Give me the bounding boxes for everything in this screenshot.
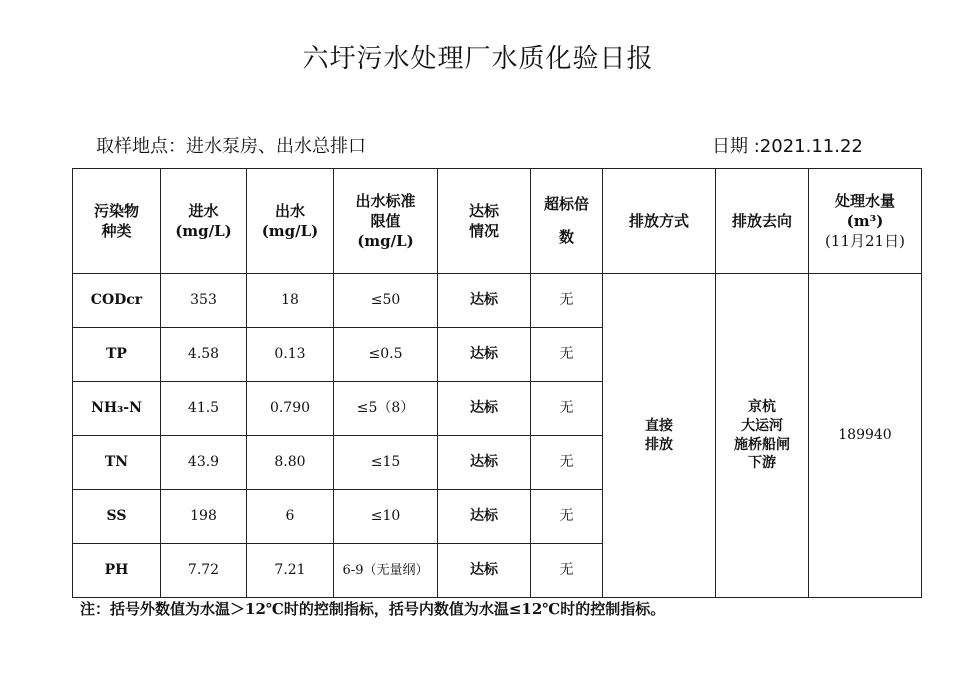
header-status: 达标 情况 [438,169,531,274]
status-cell: 达标 [438,328,531,382]
header-volume: 处理水量 (m³) (11月21日) [809,169,922,274]
discharge-direction-cell: 京杭 大运河 施桥船闸 下游 [716,274,809,598]
volume-value-cell: 189940 [809,274,922,598]
water-quality-table [72,168,922,598]
footnote: 注：括号外数值为水温＞12℃时的控制指标，括号内数值为水温≤12℃时的控制指标。 [80,600,666,618]
table-header-row [73,169,922,274]
outflow-cell: 0.13 [247,328,334,382]
exceed-cell: 无 [531,274,603,328]
status-cell: 达标 [438,274,531,328]
outflow-cell: 7.21 [247,544,334,598]
pollutant-cell: SS [73,490,161,544]
pollutant-cell: TP [73,328,161,382]
limit-cell: ≤0.5 [334,328,438,382]
inflow-cell: 7.72 [161,544,247,598]
exceed-cell: 无 [531,490,603,544]
exceed-cell: 无 [531,328,603,382]
header-discharge-method: 排放方式 [603,169,716,274]
report-title: 六圩污水处理厂水质化验日报 [302,44,654,74]
status-cell: 达标 [438,490,531,544]
limit-cell: ≤5（8） [334,382,438,436]
outflow-cell: 6 [247,490,334,544]
discharge-method-cell: 直接 排放 [603,274,716,598]
exceed-cell: 无 [531,544,603,598]
header-exceed: 超标倍 数 [531,169,603,274]
outflow-cell: 0.790 [247,382,334,436]
inflow-cell: 4.58 [161,328,247,382]
sampling-location: 取样地点：进水泵房、出水总排口 [96,136,366,157]
header-outflow: 出水 (mg/L) [247,169,334,274]
inflow-cell: 353 [161,274,247,328]
exceed-cell: 无 [531,436,603,490]
report-date: 日期 :2021.11.22 [712,136,863,157]
status-cell: 达标 [438,544,531,598]
inflow-cell: 43.9 [161,436,247,490]
table-row [73,274,922,328]
limit-cell: ≤50 [334,274,438,328]
inflow-cell: 41.5 [161,382,247,436]
pollutant-cell: PH [73,544,161,598]
exceed-cell: 无 [531,382,603,436]
outflow-cell: 8.80 [247,436,334,490]
status-cell: 达标 [438,436,531,490]
pollutant-cell: TN [73,436,161,490]
status-cell: 达标 [438,382,531,436]
outflow-cell: 18 [247,274,334,328]
header-inflow: 进水 (mg/L) [161,169,247,274]
inflow-cell: 198 [161,490,247,544]
header-discharge-direction: 排放去向 [716,169,809,274]
limit-cell: 6-9（无量纲） [334,544,438,598]
limit-cell: ≤10 [334,490,438,544]
header-pollutant: 污染物 种类 [73,169,161,274]
header-limit: 出水标准 限值 (mg/L) [334,169,438,274]
pollutant-cell: CODcr [73,274,161,328]
limit-cell: ≤15 [334,436,438,490]
pollutant-cell: NH₃-N [73,382,161,436]
